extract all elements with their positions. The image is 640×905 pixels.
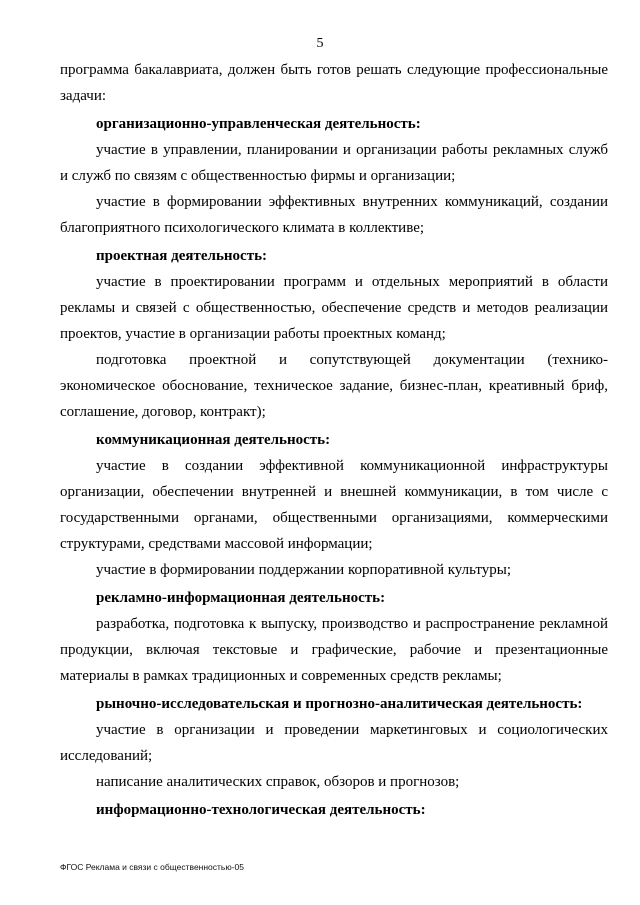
paragraph-item: участие в формировании поддержании корпоративной культуры; [96, 562, 512, 578]
section-heading-communication: коммуникационная деятельность: [96, 432, 331, 448]
paragraph-item: участие в формировании эффективных внутренних коммуникаций, создании благоприятного психологического климата в коллективе; [60, 194, 608, 236]
paragraph-item: участие в создании эффективной коммуникационной инфраструктуры организации, обеспечении внутренней и внешней коммуникации, в том числе с государственными органами, общественными организациями, коммерческими структурами, средствами массовой информации; [60, 458, 608, 552]
body-text [60, 57, 608, 823]
section-heading-advertising: рекламно-информационная деятельность: [96, 590, 386, 606]
paragraph-item: подготовка проектной и сопутствующей документации (технико-экономическое обоснование, техническое задание, бизнес-план, креативный бриф, соглашение, договор, контракт); [60, 352, 608, 420]
footer-document-code: ФГОС Реклама и связи с общественностью-05 [60, 862, 245, 872]
paragraph-item: написание аналитических справок, обзоров и прогнозов; [96, 774, 460, 790]
section-heading-project: проектная деятельность: [96, 248, 267, 264]
paragraph-intro: программа бакалавриата, должен быть готов решать следующие профессиональные задачи: [60, 62, 608, 104]
paragraph-item: участие в организации и проведении маркетинговых и социологических исследований; [60, 722, 608, 764]
paragraph-item: участие в управлении, планировании и организации работы рекламных служб и служб по связям с общественностью фирмы и организации; [60, 142, 608, 184]
page-number: 5 [316, 36, 324, 51]
paragraph-item: разработка, подготовка к выпуску, производство и распространение рекламной продукции, включая текстовые и графические, рабочие и презентационные материалы в рамках традиционных и современных средств рекламы; [60, 616, 608, 684]
section-heading-it: информационно-технологическая деятельность: [96, 802, 426, 818]
section-heading-market-research: рыночно-исследовательская и прогнозно-аналитическая деятельность: [96, 696, 583, 712]
paragraph-item: участие в проектировании программ и отдельных мероприятий в области рекламы и связей с общественностью, обеспечение средств и методов реализации проектов, участие в организации работы проектных команд; [60, 274, 608, 342]
section-heading-organizational: организационно-управленческая деятельность: [96, 116, 421, 132]
